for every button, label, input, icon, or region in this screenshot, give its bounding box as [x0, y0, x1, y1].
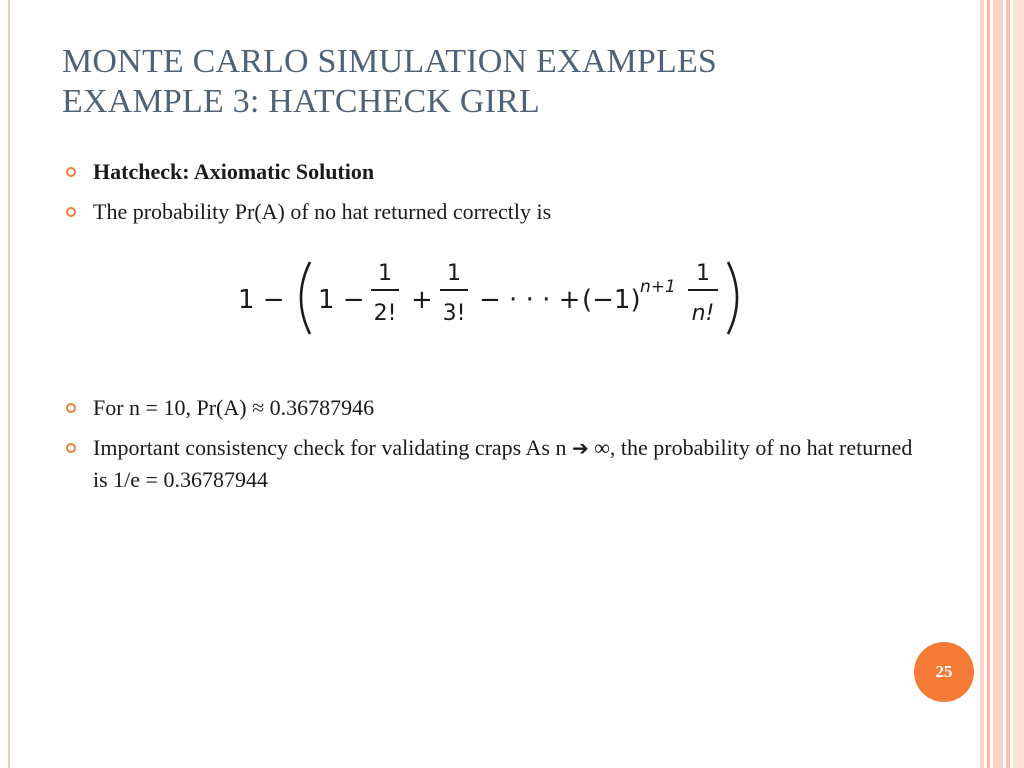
right-paren: [728, 262, 737, 334]
bullet-text: The probability Pr(A) of no hat returned correctly is: [93, 199, 552, 224]
probability-formula: [238, 256, 758, 340]
bullet-marker-icon: [66, 443, 76, 453]
formula-power-base: (−1): [582, 285, 641, 315]
decor-bar: [980, 0, 984, 768]
right-decor-bars: [980, 0, 1024, 768]
frac2-num: 1: [447, 261, 461, 286]
formula-ellipsis: − · · · +: [479, 285, 581, 315]
decor-bar: [1006, 0, 1010, 768]
left-paren: [301, 262, 310, 334]
title-line-1: MONTE CARLO SIMULATION EXAMPLES: [62, 43, 718, 80]
decor-bar: [993, 0, 1003, 768]
bullet-text: For n = 10, Pr(A) ≈ 0.36787946: [93, 395, 375, 420]
bullet-marker-icon: [66, 167, 76, 177]
left-decor-line: [8, 0, 10, 768]
formula-power-exp: n+1: [640, 277, 676, 297]
bullet-marker-icon: [66, 207, 76, 217]
frac3-den: n!: [691, 301, 715, 326]
decor-bar: [987, 0, 990, 768]
bullet-text: Hatcheck: Axiomatic Solution: [93, 159, 375, 184]
arrow-right-icon: ➔: [571, 436, 589, 460]
formula-inner-one: 1 −: [318, 285, 365, 315]
slide-title: [62, 42, 962, 122]
page-number-badge: [914, 642, 974, 702]
formula-lead: 1 −: [238, 285, 285, 315]
frac1-num: 1: [378, 261, 392, 286]
frac3-num: 1: [696, 261, 710, 286]
bullet-text-part: ∞, the probability of no hat returned is 1/e = 0.36787944: [93, 435, 913, 492]
title-line-2: EXAMPLE 3: HATCHECK GIRL: [62, 83, 540, 120]
bullet-marker-icon: [66, 403, 76, 413]
frac1-den: 2!: [373, 301, 397, 326]
formula-plus: +: [411, 285, 433, 315]
bullet-text-part: Important consistency check for validating craps As n: [93, 435, 572, 460]
bullet-text: [93, 432, 913, 495]
frac2-den: 3!: [442, 301, 466, 326]
decor-bar: [1013, 0, 1024, 768]
page-number: 25: [935, 662, 953, 681]
